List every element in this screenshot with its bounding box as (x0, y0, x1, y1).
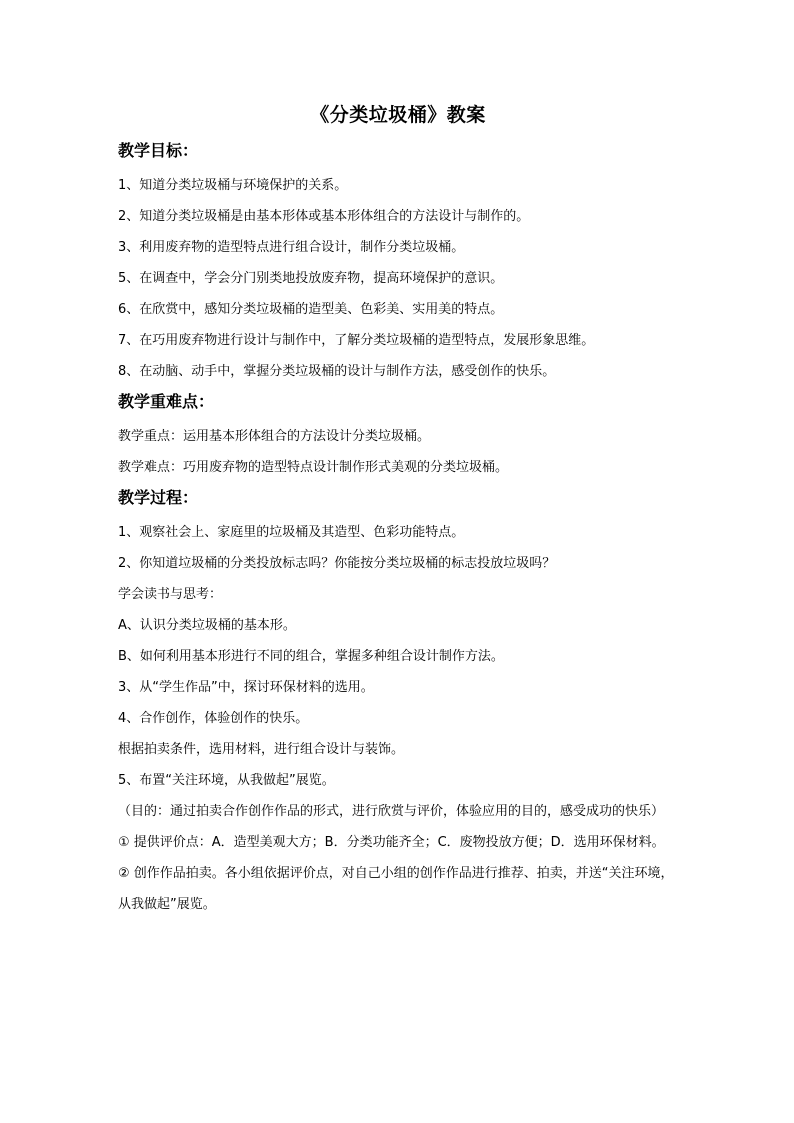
objective-item-3: 3、利用废弃物的造型特点进行组合设计，制作分类垃圾桶。 (118, 240, 465, 255)
process-item-auction-conditions: 根据拍卖条件，选用材料，进行组合设计与装饰。 (118, 742, 405, 757)
difficulty-item: 教学难点：巧用废弃物的造型特点设计制作形式美观的分类垃圾桶。 (118, 460, 509, 475)
process-item-5: 5、布置“关注环境，从我做起”展览。 (118, 773, 335, 788)
objective-item-5: 5、在调查中，学会分门别类地投放废弃物，提高环境保护的意识。 (118, 271, 504, 286)
process-purpose: （目的：通过拍卖合作创作作品的形式，进行欣赏与评价，体验应用的目的，感受成功的快乐） (118, 804, 665, 819)
process-item-reading: 学会读书与思考： (118, 587, 223, 602)
section-heading-objectives: 教学目标： (118, 141, 199, 160)
objective-item-8: 8、在动脑、动手中，掌握分类垃圾桶的设计与制作方法，感受创作的快乐。 (118, 364, 556, 379)
objective-item-1: 1、知道分类垃圾桶与环境保护的关系。 (118, 178, 348, 193)
objective-item-7: 7、在巧用废弃物进行设计与制作中，了解分类垃圾桶的造型特点，发展形象思维。 (118, 333, 595, 348)
objective-item-6: 6、在欣赏中，感知分类垃圾桶的造型美、色彩美、实用美的特点。 (118, 302, 504, 317)
process-item-4: 4、合作创作，体验创作的快乐。 (118, 711, 309, 726)
document-page (118, 100, 678, 920)
process-item-2: 2、你知道垃圾桶的分类投放标志吗？你能按分类垃圾桶的标志投放垃圾吗？ (118, 556, 556, 571)
section-heading-process: 教学过程： (118, 488, 199, 507)
process-item-b: B、如何利用基本形进行不同的组合，掌握多种组合设计制作方法。 (118, 649, 504, 664)
evaluation-criteria: ① 提供评价点：A．造型美观大方；B．分类功能齐全；C．废物投放方便；D．选用环保材料。 (118, 835, 665, 850)
artwork-auction: ② 创作作品拍卖。各小组依据评价点，对自己小组的创作作品进行推荐、拍卖，并送“关注环境，从我做起”展览。 (118, 866, 674, 912)
key-point-item: 教学重点：运用基本形体组合的方法设计分类垃圾桶。 (118, 429, 431, 444)
process-item-1: 1、观察社会上、家庭里的垃圾桶及其造型、色彩功能特点。 (118, 525, 465, 540)
objective-item-2: 2、知道分类垃圾桶是由基本形体或基本形体组合的方法设计与制作的。 (118, 209, 530, 224)
process-item-a: A、认识分类垃圾桶的基本形。 (118, 618, 296, 633)
process-item-3: 3、从“学生作品”中，探讨环保材料的选用。 (118, 680, 374, 695)
document-title: 《分类垃圾桶》教案 (310, 104, 486, 126)
section-heading-key-points: 教学重难点： (118, 392, 215, 411)
